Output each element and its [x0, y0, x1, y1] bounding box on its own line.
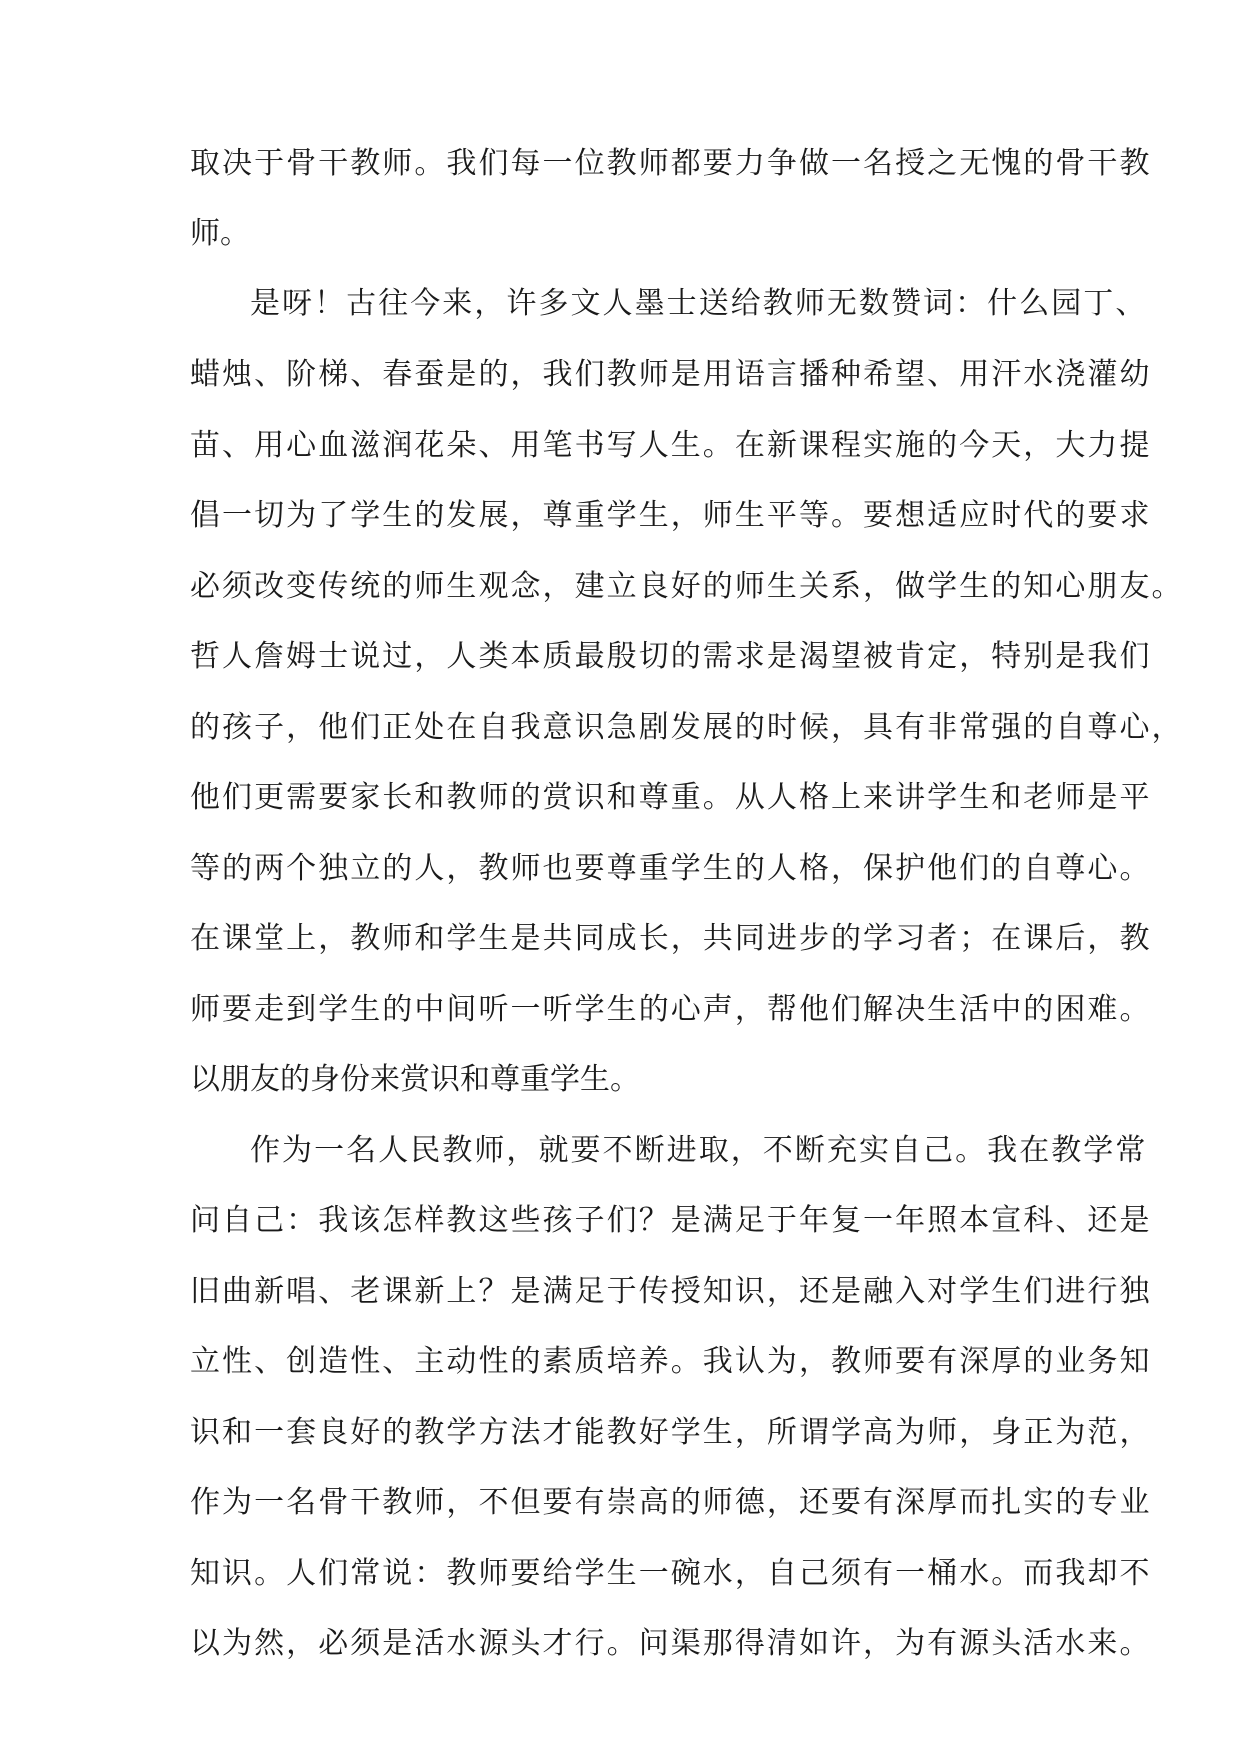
text-line: 等的两个独立的人，教师也要尊重学生的人格，保护他们的自尊心。	[190, 851, 1152, 886]
text-line: 立性、创造性、主动性的素质培养。我认为，教师要有深厚的业务知	[190, 1344, 1152, 1379]
text-line: 作为一名骨干教师，不但要有崇高的师德，还要有深厚而扎实的专业	[190, 1485, 1152, 1520]
text-line: 在课堂上，教师和学生是共同成长，共同进步的学习者；在课后，教	[190, 921, 1152, 956]
text-line: 旧曲新唱、老课新上？是满足于传授知识，还是融入对学生们进行独	[190, 1274, 1152, 1309]
paragraph-first-line: 是呀！古往今来，许多文人墨士送给教师无数赞词：什么园丁、	[250, 286, 1148, 321]
text-line: 哲人詹姆士说过，人类本质最殷切的需求是渴望被肯定，特别是我们	[190, 639, 1152, 674]
text-line: 以为然，必须是活水源头才行。问渠那得清如许，为有源头活水来。	[190, 1626, 1152, 1661]
text-line: 以朋友的身份来赏识和尊重学生。	[190, 1062, 640, 1097]
text-line: 师要走到学生的中间听一听学生的心声，帮他们解决生活中的困难。	[190, 992, 1152, 1027]
text-line: 必须改变传统的师生观念，建立良好的师生关系，做学生的知心朋友。	[190, 569, 1184, 604]
text-line: 苗、用心血滋润花朵、用笔书写人生。在新课程实施的今天，大力提	[190, 428, 1152, 463]
text-line: 问自己：我该怎样教这些孩子们？是满足于年复一年照本宣科、还是	[190, 1203, 1152, 1238]
text-line: 识和一套良好的教学方法才能教好学生，所谓学高为师，身正为范，	[190, 1415, 1152, 1450]
text-line: 他们更需要家长和教师的赏识和尊重。从人格上来讲学生和老师是平	[190, 780, 1152, 815]
text-line: 的孩子，他们正处在自我意识急剧发展的时候，具有非常强的自尊心，	[190, 710, 1184, 745]
paragraph-first-line: 作为一名人民教师，就要不断进取，不断充实自己。我在教学常	[250, 1133, 1148, 1168]
text-line: 知识。人们常说：教师要给学生一碗水，自己须有一桶水。而我却不	[190, 1556, 1152, 1591]
text-line: 师。	[190, 216, 250, 251]
text-line: 倡一切为了学生的发展，尊重学生，师生平等。要想适应时代的要求	[190, 498, 1152, 533]
text-line: 蜡烛、阶梯、春蚕是的，我们教师是用语言播种希望、用汗水浇灌幼	[190, 357, 1152, 392]
text-line: 取决于骨干教师。我们每一位教师都要力争做一名授之无愧的骨干教	[190, 146, 1152, 181]
